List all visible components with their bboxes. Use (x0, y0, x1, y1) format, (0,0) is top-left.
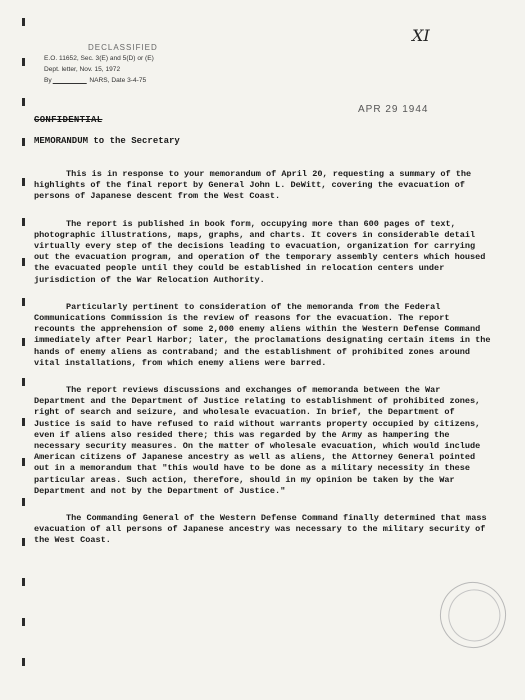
stamp-title: DECLASSIFIED (88, 43, 158, 52)
memo-heading: MEMORANDUM to the Secretary (34, 136, 180, 146)
memo-body (34, 169, 492, 563)
paragraph: The report reviews discussions and exchanges of memoranda between the War Department and the Department of Justice relating to establishment of prohibited zones, right of search and seizure, and wholesale evacuation. In brief, the Department of Justice is said to have refused to raid without warrants property occupied by citizens, even if aliens also resided there; this was regarded by the Army as hampering the necessary security measures. On the matter of wholesale evacuation, which would include American citizens of Japanese ancestry as well as aliens, the Attorney General pointed out in a memorandum that "this would have to be done as a military necessity in these particular areas. Such action, therefore, should in my opinion be taken by the War Department and not by the Department of Justice." (34, 385, 481, 496)
stamp-date-text: NARS, Date 3-4-75 (89, 77, 147, 84)
paragraph: The Commanding General of the Western Defense Command finally determined that mass evacuation of all persons of Japanese ancestry was necessary to the military security of the West Coast. (34, 513, 487, 546)
stamp-by-label: By (44, 77, 52, 84)
paragraph: The report is published in book form, occupying more than 600 pages of text, photographic illustrations, maps, graphs, and charts. It covers in considerable detail virtually every step of the decisions leading to evacuation, organization for carrying out the evacuation program, and operation of the temporary assembly centers which housed the evacuated people until they could be established in relocation centers under jurisdiction of the War Relocation Authority. (34, 218, 486, 285)
stamp-line-authority: E.O. 11652, Sec. 3(E) and 5(D) or (E) (44, 55, 154, 62)
binding-holes (22, 0, 32, 700)
declassification-stamp (40, 42, 205, 90)
seal-inner-ring (439, 580, 509, 650)
library-seal-stamp (428, 570, 517, 659)
stamp-line-letter: Dept. letter, Nov. 15, 1972 (44, 66, 121, 73)
classification-label: CONFIDENTIAL (34, 115, 103, 125)
stamp-line-date (44, 75, 146, 87)
received-date-stamp: APR 29 1944 (358, 104, 429, 115)
paragraph: This is in response to your memorandum of April 20, requesting a summary of the highlights of the final report by General John L. DeWitt, covering the evacuation of persons of Japanese descent from the West Coast. (34, 169, 472, 202)
paragraph: Particularly pertinent to consideration of the memoranda from the Federal Communications Commission is the review of reasons for the evacuation. The report recounts the apprehension of some 2,000 enemy aliens within the Western Defense Command immediately after Pearl Harbor; later, the proclamations designating certain items in the hands of enemy aliens as contraband; and the establishment of prohibited zones around vital installations, from which enemy aliens were barred. (34, 301, 491, 368)
corner-mark: XI (412, 26, 430, 45)
signature-scribble (52, 76, 89, 84)
